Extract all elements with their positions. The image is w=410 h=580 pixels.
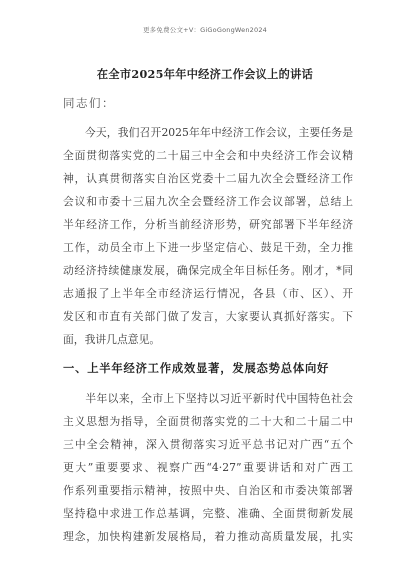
paragraph-line: 动经济持续健康发展，确保完成全年目标任务。刚才，*同	[63, 264, 353, 277]
header-watermark: 更多免费公文+V：GiGoGongWen2024	[142, 26, 267, 34]
paragraph-line: 面，我讲几点意见。	[63, 333, 161, 346]
paragraph-line: 理念，加快构建新发展格局，着力推动高质量发展，扎实	[63, 530, 353, 543]
paragraph-line: 志通报了上半年全市经济运行情况，各县（市、区）、开	[63, 287, 353, 300]
paragraph-line: 全面贯彻落实党的二十届三中全会和中央经济工作会议精	[63, 149, 353, 162]
paragraph-line: 今天，我们召开2025年年中经济工作会议，主要任务是	[63, 126, 353, 139]
paragraph-line: 神，认真贯彻落实自治区党委十二届九次全会暨经济工作	[63, 172, 353, 185]
paragraph-line: 会议和市委十三届九次全会暨经济工作会议部署，总结上	[63, 195, 353, 208]
paragraph-line: 更大”重要要求、视察广西“4·27”重要讲话和对广西工	[63, 461, 353, 474]
paragraph-line: 半年经济工作，分析当前经济形势，研究部署下半年经济	[63, 218, 353, 231]
paragraph-line: 作系列重要指示精神，按照中央、自治区和市委决策部署	[63, 484, 353, 497]
salutation: 同志们：	[63, 96, 115, 110]
document-title: 在全市2025年年中经济工作会议上的讲话	[96, 67, 314, 81]
paragraph-line: 发区和市直有关部门做了发言，大家要认真抓好落实。下	[63, 310, 353, 323]
section-heading: 一、上半年经济工作成效显著，发展态势总体向好	[63, 362, 330, 375]
paragraph-line: 半年以来，全市上下坚持以习近平新时代中国特色社会	[63, 392, 353, 405]
paragraph-line: 工作，动员全市上下进一步坚定信心、鼓足干劲，全力推	[63, 241, 353, 254]
paragraph-line: 三中全会精神，深入贯彻落实习近平总书记对广西“五个	[63, 438, 353, 451]
paragraph-line: 坚持稳中求进工作总基调，完整、准确、全面贯彻新发展	[63, 507, 353, 520]
paragraph-line: 主义思想为指导，全面贯彻落实党的二十大和二十届二中	[63, 415, 353, 428]
